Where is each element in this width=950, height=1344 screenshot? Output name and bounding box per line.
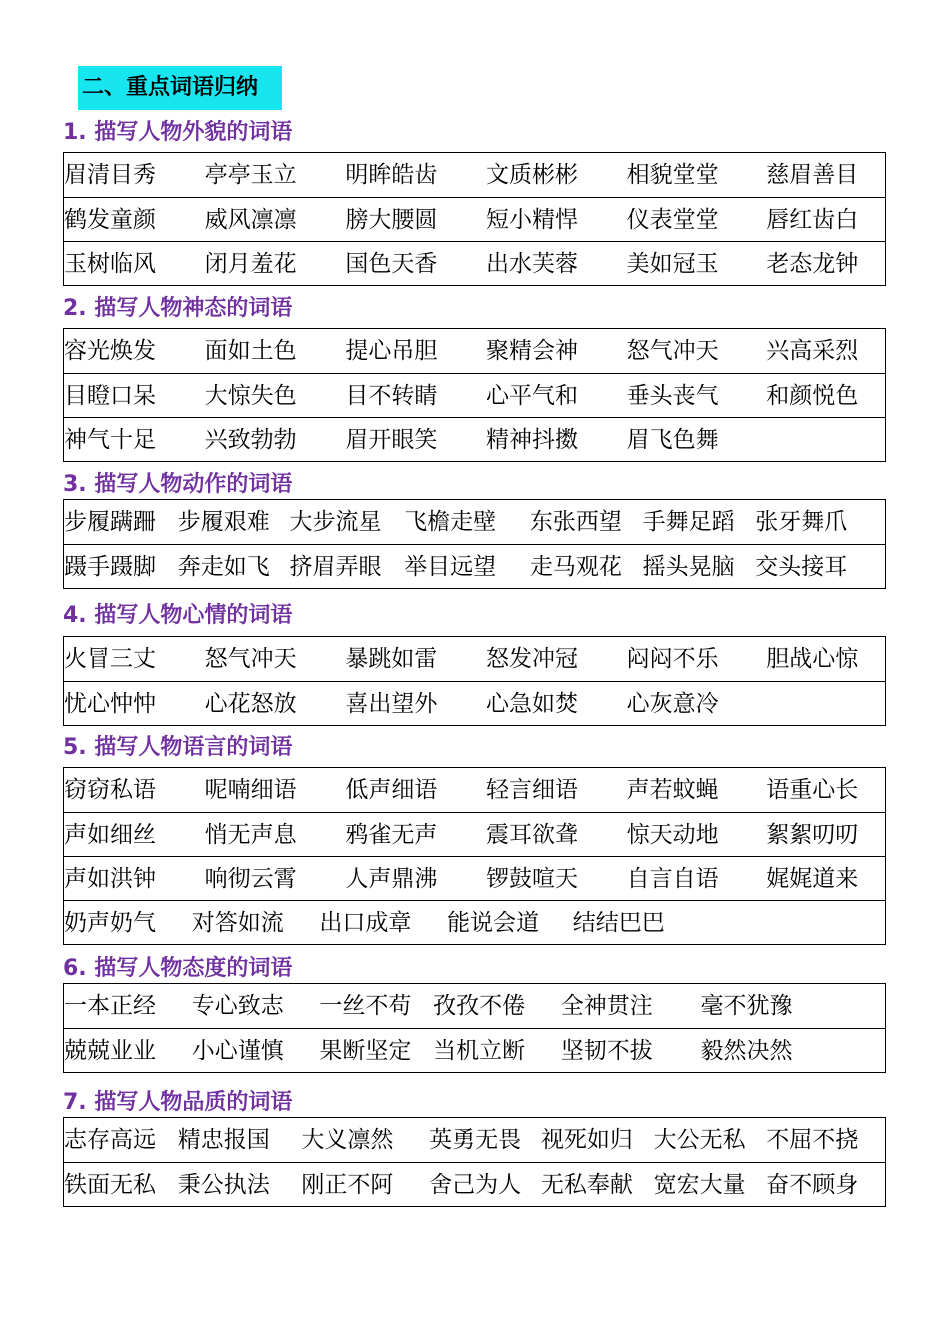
- word-cell: 英勇无畏: [429, 1127, 522, 1153]
- word-cell: 老态龙钟: [766, 251, 859, 277]
- word-cell: 相貌堂堂: [626, 162, 719, 188]
- word-cell: 国色天香: [345, 251, 438, 277]
- word-cell: 能说会道: [447, 910, 540, 936]
- table-row: [64, 768, 885, 812]
- word-cell: 张牙舞爪: [755, 509, 848, 535]
- word-cell: 东张西望: [529, 509, 622, 535]
- word-cell: 容光焕发: [64, 338, 156, 364]
- word-cell: 一丝不苟: [319, 993, 412, 1019]
- word-cell: 膀大腰圆: [345, 207, 438, 233]
- word-cell: 心急如焚: [485, 691, 578, 717]
- word-cell: 结结巴巴: [572, 910, 665, 936]
- section-heading: 7. 描写人物品质的词语: [63, 1090, 293, 1115]
- word-cell: 鹤发童颜: [64, 207, 156, 233]
- word-cell: 出水芙蓉: [485, 251, 578, 277]
- word-cell: 文质彬彬: [485, 162, 578, 188]
- section-heading: 2. 描写人物神态的词语: [63, 296, 293, 321]
- word-cell: 震耳欲聋: [485, 822, 578, 848]
- word-cell: 出口成章: [319, 910, 412, 936]
- word-cell: 舍己为人: [429, 1172, 522, 1198]
- word-cell: 眉飞色舞: [626, 427, 719, 453]
- word-cell: 面如土色: [204, 338, 297, 364]
- word-cell: 暴跳如雷: [345, 646, 438, 672]
- word-cell: 坚韧不拔: [560, 1038, 653, 1064]
- word-cell: 声如细丝: [64, 822, 156, 848]
- word-cell: 玉树临风: [64, 251, 156, 277]
- word-cell: [766, 418, 885, 461]
- section-heading: 3. 描写人物动作的词语: [63, 472, 293, 497]
- word-cell: 胆战心惊: [766, 646, 859, 672]
- word-table: [63, 499, 886, 589]
- word-cell: 对答如流: [191, 910, 284, 936]
- word-cell: 呢喃细语: [204, 777, 297, 803]
- word-cell: 心灰意冷: [626, 691, 719, 717]
- table-row: [64, 241, 885, 285]
- word-cell: 毅然决然: [700, 1038, 793, 1064]
- table-row: [64, 856, 885, 900]
- word-cell: 兴高采烈: [766, 338, 859, 364]
- word-cell: 步履艰难: [177, 509, 270, 535]
- word-cell: 小心谨慎: [191, 1038, 284, 1064]
- word-cell: 精忠报国: [177, 1127, 270, 1153]
- word-cell: 怒气冲天: [204, 646, 297, 672]
- word-table: [63, 152, 886, 286]
- word-cell: 刚正不阿: [301, 1172, 394, 1198]
- word-cell: 奋不顾身: [766, 1172, 859, 1198]
- section-heading: 4. 描写人物心情的词语: [63, 603, 293, 628]
- word-cell: 锣鼓喧天: [485, 866, 578, 892]
- word-cell: 兴致勃勃: [204, 427, 297, 453]
- word-cell: 视死如归: [540, 1127, 633, 1153]
- word-cell: 短小精悍: [485, 207, 578, 233]
- word-cell: 果断坚定: [319, 1038, 412, 1064]
- word-cell: 声如洪钟: [64, 866, 156, 892]
- word-cell: 低声细语: [345, 777, 438, 803]
- table-row: [64, 681, 885, 725]
- word-cell: 眉开眼笑: [345, 427, 438, 453]
- word-cell: 威风凛凛: [204, 207, 297, 233]
- word-cell: 挤眉弄眼: [289, 554, 382, 580]
- page-title: 二、重点词语归纳: [78, 66, 282, 110]
- table-row: [64, 153, 885, 197]
- word-cell: 怒发冲冠: [485, 646, 578, 672]
- table-row: [64, 1162, 885, 1206]
- word-cell: 一本正经: [64, 993, 156, 1019]
- word-cell: 蹑手蹑脚: [64, 554, 156, 580]
- word-cell: 步履蹒跚: [64, 509, 156, 535]
- word-cell: 走马观花: [529, 554, 622, 580]
- word-cell: 心平气和: [485, 383, 578, 409]
- word-cell: 轻言细语: [485, 777, 578, 803]
- table-row: [64, 417, 885, 461]
- word-cell: 全神贯注: [560, 993, 653, 1019]
- word-cell: 飞檐走壁: [404, 509, 497, 535]
- word-cell: 目不转睛: [345, 383, 438, 409]
- word-cell: 毫不犹豫: [700, 993, 793, 1019]
- word-cell: [766, 682, 885, 725]
- word-cell: 大义凛然: [301, 1127, 394, 1153]
- word-table: [63, 767, 886, 945]
- word-cell: 垂头丧气: [626, 383, 719, 409]
- table-row: [64, 373, 885, 417]
- table-row: [64, 500, 885, 544]
- word-cell: 目瞪口呆: [64, 383, 156, 409]
- word-cell: 摇头晃脑: [642, 554, 735, 580]
- table-row: [64, 1028, 885, 1072]
- word-cell: 闷闷不乐: [626, 646, 719, 672]
- word-cell: 交头接耳: [755, 554, 848, 580]
- word-cell: 举目远望: [404, 554, 497, 580]
- table-row: [64, 637, 885, 681]
- word-cell: 人声鼎沸: [345, 866, 438, 892]
- word-cell: 响彻云霄: [204, 866, 297, 892]
- word-cell: 明眸皓齿: [345, 162, 438, 188]
- table-row: [64, 1118, 885, 1162]
- table-row: [64, 900, 885, 944]
- word-cell: 手舞足蹈: [642, 509, 735, 535]
- word-cell: 喜出望外: [345, 691, 438, 717]
- section-heading: 1. 描写人物外貌的词语: [63, 120, 293, 145]
- table-row: [64, 544, 885, 588]
- word-cell: 怒气冲天: [626, 338, 719, 364]
- section-heading: 6. 描写人物态度的词语: [63, 956, 293, 981]
- word-cell: 精神抖擞: [485, 427, 578, 453]
- word-cell: 秉公执法: [177, 1172, 270, 1198]
- word-cell: 美如冠玉: [626, 251, 719, 277]
- word-cell: 孜孜不倦: [433, 993, 526, 1019]
- word-cell: 悄无声息: [204, 822, 297, 848]
- table-row: [64, 329, 885, 373]
- word-cell: 闭月羞花: [204, 251, 297, 277]
- word-cell: 语重心长: [766, 777, 859, 803]
- word-cell: 鸦雀无声: [345, 822, 438, 848]
- word-cell: 神气十足: [64, 427, 156, 453]
- section-heading: 5. 描写人物语言的词语: [63, 735, 293, 760]
- word-cell: 大公无私: [653, 1127, 746, 1153]
- word-cell: 铁面无私: [64, 1172, 156, 1198]
- table-row: [64, 984, 885, 1028]
- table-row: [64, 812, 885, 856]
- word-cell: 仪表堂堂: [626, 207, 719, 233]
- word-cell: 自言自语: [626, 866, 719, 892]
- word-cell: 娓娓道来: [766, 866, 859, 892]
- word-cell: 提心吊胆: [345, 338, 438, 364]
- word-table: [63, 328, 886, 462]
- word-cell: 火冒三丈: [64, 646, 156, 672]
- word-cell: 不屈不挠: [766, 1127, 859, 1153]
- word-cell: 大惊失色: [204, 383, 297, 409]
- word-table: [63, 1117, 886, 1207]
- word-cell: 亭亭玉立: [204, 162, 297, 188]
- word-cell: 奶声奶气: [64, 910, 156, 936]
- word-cell: 絮絮叨叨: [766, 822, 859, 848]
- word-cell: 唇红齿白: [766, 207, 859, 233]
- word-cell: 窃窃私语: [64, 777, 156, 803]
- word-cell: 当机立断: [433, 1038, 526, 1064]
- word-cell: 聚精会神: [485, 338, 578, 364]
- word-cell: 大步流星: [289, 509, 382, 535]
- word-cell: 惊天动地: [626, 822, 719, 848]
- word-cell: 无私奉献: [540, 1172, 633, 1198]
- word-cell: 声若蚊蝇: [626, 777, 719, 803]
- table-row: [64, 197, 885, 241]
- word-table: [63, 636, 886, 726]
- word-cell: 兢兢业业: [64, 1038, 156, 1064]
- word-cell: 眉清目秀: [64, 162, 156, 188]
- word-cell: 慈眉善目: [766, 162, 859, 188]
- word-cell: 心花怒放: [204, 691, 297, 717]
- word-table: [63, 983, 886, 1073]
- word-cell: 奔走如飞: [177, 554, 270, 580]
- word-cell: 志存高远: [64, 1127, 156, 1153]
- word-cell: 专心致志: [191, 993, 284, 1019]
- word-cell: 忧心忡忡: [64, 691, 156, 717]
- word-cell: 和颜悦色: [766, 383, 859, 409]
- word-cell: 宽宏大量: [653, 1172, 746, 1198]
